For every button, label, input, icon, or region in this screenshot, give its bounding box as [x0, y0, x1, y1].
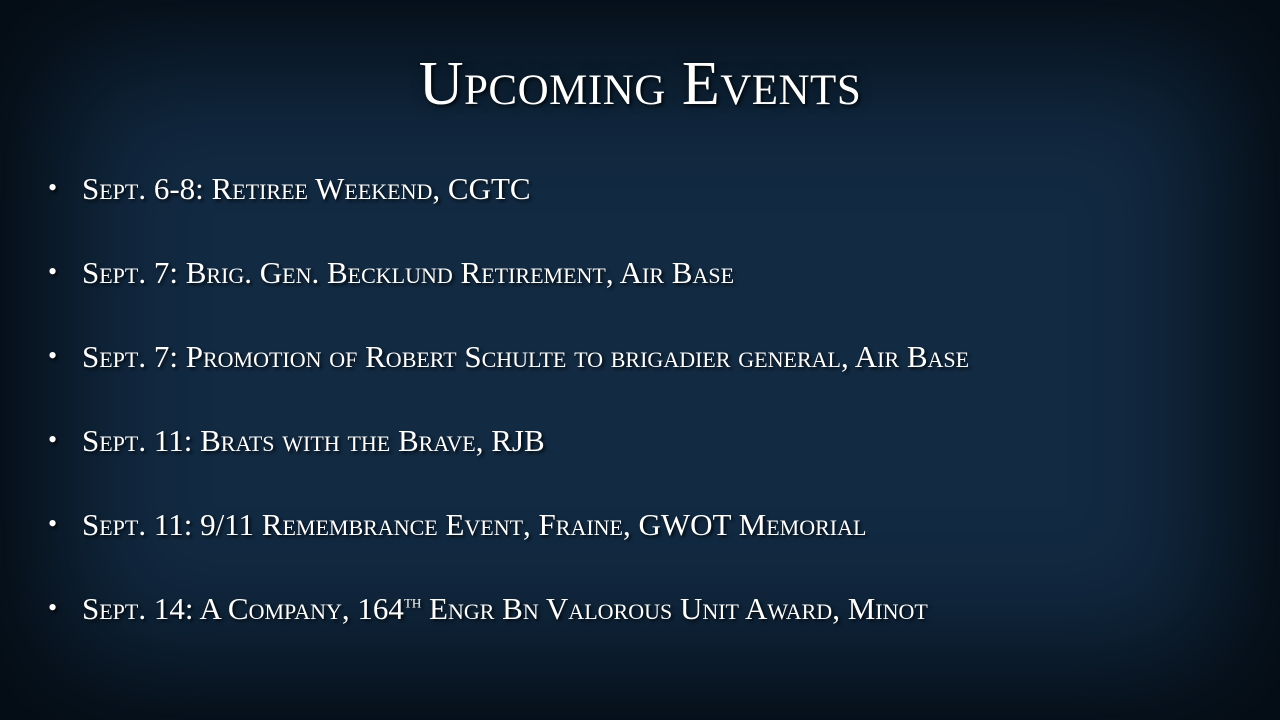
bullet-list: [48, 172, 1244, 677]
bullet-text-part-after: Engr Bn Valorous Unit Award, Minot: [421, 591, 928, 627]
bullet-text: Sept. 11: 9/11 Remembrance Event, Fraine, GWOT Memorial: [82, 507, 867, 543]
list-item: [48, 340, 1244, 374]
list-item: [48, 592, 1244, 626]
bullet-text-part: Sept. 14: A Company, 164: [82, 591, 404, 627]
bullet-marker-icon: •: [48, 173, 58, 202]
bullet-marker-icon: •: [48, 257, 58, 287]
bullet-text: Sept. 11: Brats with the Brave, RJB: [82, 423, 545, 459]
bullet-marker-icon: •: [48, 425, 58, 455]
bullet-text: Sept. 6-8: Retiree Weekend, CGTC: [82, 171, 531, 206]
ordinal-suffix: th: [403, 592, 422, 613]
list-item: [48, 256, 1244, 290]
list-item: [48, 172, 1244, 206]
slide-title: Upcoming Events: [418, 50, 862, 118]
bullet-text: [82, 592, 928, 626]
bullet-text: Sept. 7: Brig. Gen. Becklund Retirement, Air Base: [82, 255, 735, 291]
bullet-text: Sept. 7: Promotion of Robert Schulte to brigadier general, Air Base: [82, 339, 970, 375]
list-item: [48, 424, 1244, 458]
list-item: [48, 508, 1244, 542]
bullet-marker-icon: •: [48, 593, 58, 623]
bullet-marker-icon: •: [48, 341, 58, 371]
bullet-marker-icon: •: [48, 509, 58, 539]
